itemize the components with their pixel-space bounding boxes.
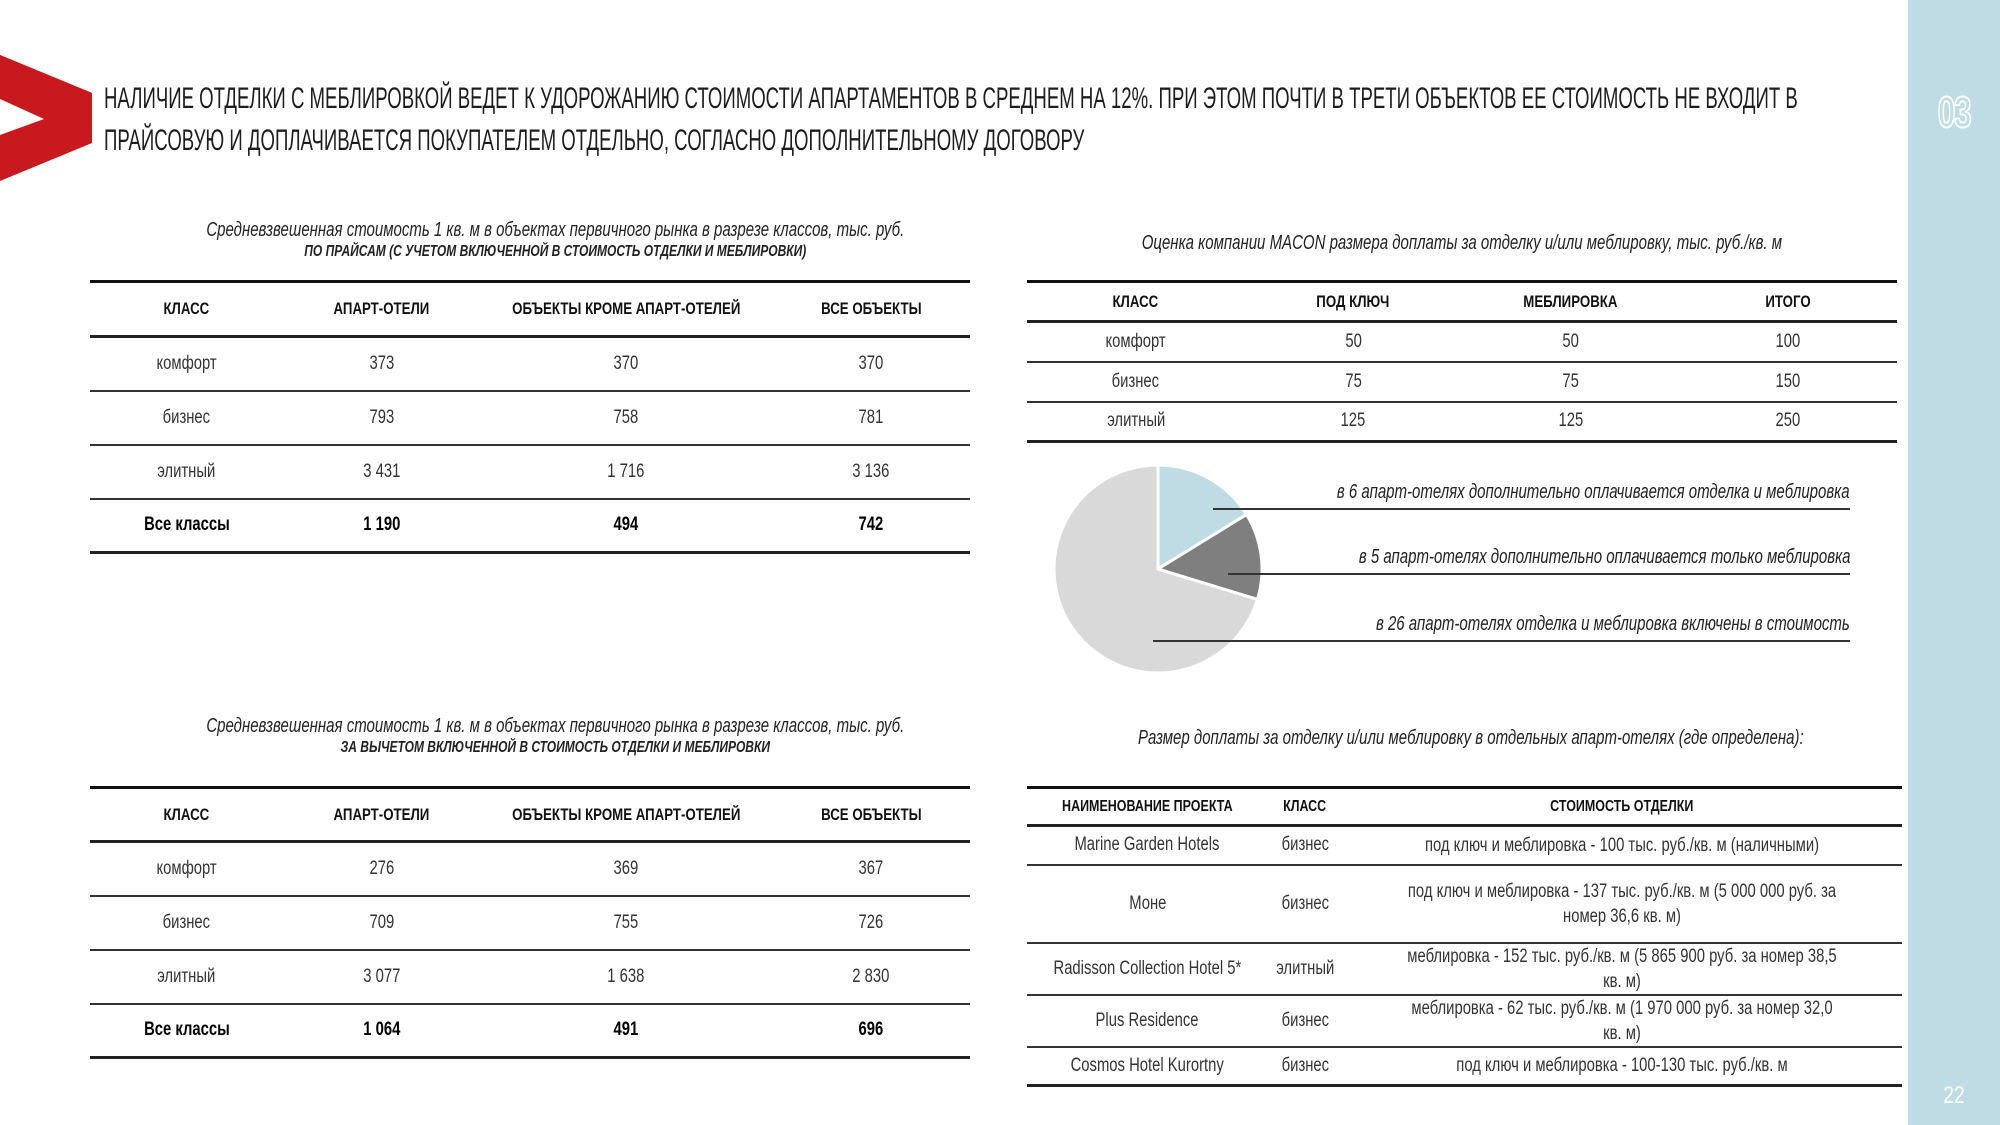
- class-cell: элитный: [157, 460, 216, 482]
- column-header: ОБЪЕКТЫ КРОМЕ АПАРТ-ОТЕЛЕЙ: [511, 804, 740, 824]
- value-cell: 696: [858, 1019, 884, 1041]
- table-row: [90, 950, 970, 1004]
- table3-caption: [1027, 231, 1897, 255]
- class-cell: бизнес: [162, 406, 211, 428]
- table-row: [1027, 995, 1902, 1047]
- value-cell: 781: [858, 406, 884, 428]
- class-cell: элитный: [1106, 410, 1165, 432]
- table-row: [1027, 402, 1897, 442]
- value-cell: 250: [1775, 410, 1801, 432]
- value-cell: 125: [1558, 410, 1584, 432]
- class-cell: Все классы: [143, 514, 230, 536]
- project-surcharge-table: [1027, 786, 1902, 1087]
- value-cell: 3 077: [362, 965, 400, 987]
- table1-caption-subtitle: ПО ПРАЙСАМ (С УЧЕТОМ ВКЛЮЧЕННОЙ В СТОИМОСТЬ ОТДЕЛКИ И МЕБЛИРОВКИ): [304, 243, 807, 260]
- project-name-cell: Plus Residence: [1095, 1009, 1199, 1031]
- pie-label: в 26 апарт-отелях отделка и меблировка включены в стоимость: [1376, 613, 1850, 635]
- value-cell: 2 830: [852, 965, 890, 987]
- column-header: КЛАСС: [1283, 797, 1327, 815]
- value-cell: 150: [1775, 370, 1801, 392]
- project-name-cell: Radisson Collection Hotel 5*: [1053, 957, 1242, 979]
- pie-leader-line: [1153, 640, 1850, 642]
- table-row: [90, 391, 970, 445]
- table4-caption: [1027, 726, 1897, 750]
- column-header: МЕБЛИРОВКА: [1523, 291, 1618, 311]
- class-cell: комфорт: [156, 352, 217, 374]
- column-header: КЛАСС: [1112, 291, 1159, 311]
- class-cell: бизнес: [1281, 834, 1329, 856]
- column-header: СТОИМОСТЬ ОТДЕЛКИ: [1550, 797, 1694, 815]
- project-name-cell: Моне: [1128, 892, 1166, 914]
- value-cell: 491: [613, 1019, 639, 1041]
- pie-label: в 6 апарт-отелях дополнительно оплачивается отделка и меблировка: [1337, 481, 1850, 503]
- page-headline: НАЛИЧИЕ ОТДЕЛКИ С МЕБЛИРОВКОЙ ВЕДЕТ К УДОРОЖАНИЮ СТОИМОСТИ АПАРТАМЕНТОВ В СРЕДНЕМ НА 12%. ПРИ ЭТОМ ПОЧТИ В ТРЕТИ ОБЪЕКТОВ ЕЕ СТОИМОСТЬ НЕ ВХОДИТ В ПРАЙСОВУЮ И ДОПЛАЧИВАЕТСЯ ПОКУПАТЕЛЕМ ОТДЕЛЬНО, СОГЛАСНО ДОПОЛНИТЕЛЬНОМУ ДОГОВОРУ: [104, 82, 1798, 157]
- table-row: [90, 337, 970, 391]
- value-cell: 494: [613, 514, 639, 536]
- column-header: КЛАСС: [163, 299, 210, 318]
- table-row: [1027, 362, 1897, 402]
- class-cell: бизнес: [1281, 1009, 1329, 1031]
- table-row: [1027, 1047, 1902, 1086]
- column-header: ВСЕ ОБЪЕКТЫ: [820, 299, 922, 318]
- value-cell: 3 431: [362, 460, 400, 482]
- value-cell: 1 190: [362, 514, 400, 536]
- finishing-cost-cell: под ключ и меблировка - 100 тыс. руб./кв. м (наличными): [1425, 834, 1820, 856]
- finishing-cost-cell: под ключ и меблировка - 137 тыс. руб./кв. м (5 000 000 руб. за номер 36,6 кв. м): [1408, 880, 1837, 927]
- value-cell: 709: [369, 911, 394, 933]
- finishing-cost-cell: меблировка - 62 тыс. руб./кв. м (1 970 000 руб. за номер 32,0 кв. м): [1411, 997, 1833, 1044]
- table-header-row: [1027, 788, 1902, 826]
- table1-caption-title: Средневзвешенная стоимость 1 кв. м в объектах первичного рынка в разрезе классов, тыс. руб.: [206, 219, 905, 241]
- table2-caption-subtitle: ЗА ВЫЧЕТОМ ВКЛЮЧЕННОЙ В СТОИМОСТЬ ОТДЕЛКИ И МЕБЛИРОВКИ: [340, 739, 770, 756]
- table-header-row: [90, 788, 970, 842]
- column-header: КЛАСС: [163, 804, 210, 824]
- table-row: [1027, 865, 1902, 943]
- value-cell: 370: [858, 352, 884, 374]
- table-row: [90, 896, 970, 950]
- value-cell: 1 716: [607, 460, 645, 482]
- finishing-cost-cell: меблировка - 152 тыс. руб./кв. м (5 865 900 руб. за номер 38,5 кв. м): [1407, 945, 1837, 992]
- value-cell: 758: [613, 406, 639, 428]
- value-cell: 742: [858, 514, 884, 536]
- value-cell: 1 064: [362, 1019, 400, 1041]
- class-cell: бизнес: [162, 911, 211, 933]
- value-cell: 100: [1775, 330, 1801, 352]
- section-sidebar: [1908, 0, 2000, 1125]
- table3-caption-title: Оценка компании MACON размера доплаты за отделку и/или меблировку, тыс. руб./кв. м: [1141, 232, 1783, 254]
- value-cell: 726: [858, 911, 884, 933]
- page-number: 22: [1943, 1082, 1965, 1109]
- class-cell: Все классы: [143, 1019, 230, 1041]
- class-cell: комфорт: [1105, 330, 1166, 352]
- surcharge-pie-chart: [1050, 463, 1266, 675]
- column-header: ИТОГО: [1765, 291, 1811, 311]
- table-row: [1027, 322, 1897, 362]
- value-cell: 367: [858, 857, 884, 879]
- price-table-with-finishing: [90, 280, 970, 554]
- class-cell: элитный: [157, 965, 216, 987]
- table1-caption: [90, 218, 970, 262]
- price-table-without-finishing: [90, 786, 970, 1059]
- table-row: [90, 445, 970, 499]
- project-name-cell: Marine Garden Hotels: [1074, 834, 1220, 856]
- class-cell: бизнес: [1281, 1054, 1329, 1076]
- column-header: АПАРТ-ОТЕЛИ: [333, 804, 430, 824]
- table-total-row: [90, 499, 970, 553]
- value-cell: 75: [1562, 370, 1579, 392]
- value-cell: 50: [1344, 330, 1362, 352]
- table-header-row: [90, 282, 970, 337]
- table-row: [1027, 826, 1902, 865]
- value-cell: 369: [613, 857, 639, 879]
- value-cell: 755: [613, 911, 639, 933]
- column-header: АПАРТ-ОТЕЛИ: [333, 299, 430, 318]
- value-cell: 50: [1562, 330, 1579, 352]
- pie-leader-line: [1213, 508, 1850, 510]
- brand-arrow-logo: [0, 55, 92, 181]
- value-cell: 3 136: [852, 460, 890, 482]
- table-row: [1027, 943, 1902, 995]
- value-cell: 793: [369, 406, 394, 428]
- table4-caption-title: Размер доплаты за отделку и/или меблировку в отдельных апарт-отелях (где определена):: [1137, 727, 1804, 749]
- value-cell: 276: [369, 857, 394, 879]
- table2-caption: [90, 714, 970, 758]
- class-cell: бизнес: [1281, 892, 1329, 914]
- macon-surcharge-table: [1027, 280, 1897, 443]
- table-row: [90, 842, 970, 896]
- table2-caption-title: Средневзвешенная стоимость 1 кв. м в объектах первичного рынка в разрезе классов, тыс. руб.: [206, 715, 905, 737]
- column-header: ОБЪЕКТЫ КРОМЕ АПАРТ-ОТЕЛЕЙ: [511, 299, 740, 318]
- column-header: НАИМЕНОВАНИЕ ПРОЕКТА: [1062, 797, 1233, 815]
- section-number: 03: [1937, 88, 1971, 137]
- value-cell: 373: [369, 352, 394, 374]
- finishing-cost-cell: под ключ и меблировка - 100-130 тыс. руб./кв. м: [1456, 1055, 1788, 1077]
- pie-leader-line: [1228, 573, 1850, 575]
- class-cell: элитный: [1275, 957, 1335, 979]
- value-cell: 1 638: [607, 965, 645, 987]
- column-header: ВСЕ ОБЪЕКТЫ: [820, 804, 922, 824]
- value-cell: 370: [613, 352, 639, 374]
- project-name-cell: Cosmos Hotel Kurortny: [1070, 1054, 1224, 1076]
- value-cell: 125: [1340, 410, 1366, 432]
- class-cell: комфорт: [156, 857, 217, 879]
- column-header: ПОД КЛЮЧ: [1316, 291, 1390, 311]
- value-cell: 75: [1344, 370, 1362, 392]
- table-header-row: [1027, 282, 1897, 322]
- table-total-row: [90, 1004, 970, 1058]
- class-cell: бизнес: [1112, 370, 1160, 392]
- pie-label: в 5 апарт-отелях дополнительно оплачивается только меблировка: [1358, 546, 1850, 568]
